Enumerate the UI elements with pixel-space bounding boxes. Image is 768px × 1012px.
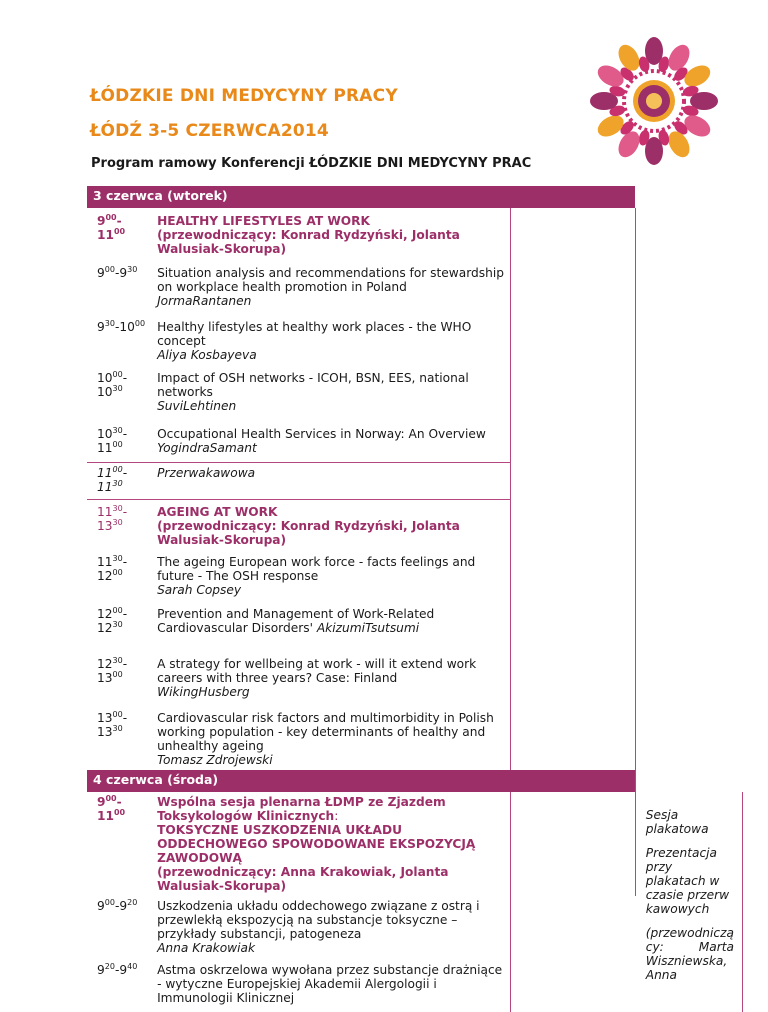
- talk-title: The ageing European work force - facts feelings and future - The OSH response Sarah Copsey: [151, 552, 511, 604]
- talk-time: $10^{30}-$ $11^{00}$: [97, 425, 128, 455]
- session-title: Wspólna sesja plenarna ŁDMP ze Zjazdem Toksykologów Klinicznych: TOKSYCZNE USZKODZENIA UKŁADU ODDECHOWEGO SPOWODOWANE EKSPOZYCJĄ ZAWODOWĄ (przewodniczący: Anna Krakowiak, Jolanta Walusiak-Skorupa): [151, 792, 511, 896]
- day-header-2: [87, 770, 743, 792]
- talk-title: Cardiovascular risk factors and multimorbidity in Polish working population - key determinants of healthy and unhealthy ageing Tomasz Zdrojewski: [151, 708, 511, 770]
- talk-time: $9^{00}-9^{30}$: [97, 264, 138, 280]
- talk-author: YogindraSamant: [157, 441, 257, 455]
- poster-chairs: (przewodniczą cy: Marta Wiszniewska, Anna: [645, 926, 734, 982]
- break-label: Przerwakawowa: [151, 463, 511, 500]
- day-label: 3 czerwca (wtorek): [87, 186, 635, 208]
- talk-title: A strategy for wellbeing at work - will it extend work careers with three years? Case: Finland WikingHusberg: [151, 654, 511, 708]
- talk-time: $11^{30}-$ $12^{00}$: [97, 553, 128, 583]
- talk-time: $12^{00}-$ $12^{30}$: [97, 605, 128, 635]
- program-subtitle: Program ramowy Konferencji ŁÓDZKIE DNI MEDYCYNY PRAC: [91, 156, 532, 171]
- conference-title: ŁÓDZKIE DNI MEDYCYNY PRACY: [90, 86, 398, 106]
- talk-row: [87, 365, 743, 424]
- logo-petal: [681, 61, 714, 91]
- conference-dates: ŁÓDŹ 3-5 CZERWCA2014: [90, 121, 329, 141]
- talk-time: $9^{00}-9^{20}$: [97, 897, 138, 913]
- break-row: [87, 463, 743, 500]
- talk-author: AkizumiTsutsumi: [316, 621, 420, 635]
- talk-title: Prevention and Management of Work-Related Cardiovascular Disorders' AkizumiTsutsumi: [151, 604, 511, 654]
- logo-petal: [614, 41, 644, 74]
- flower-logo: [588, 35, 720, 167]
- talk-row: [87, 317, 743, 365]
- talk-author: SuviLehtinen: [157, 399, 237, 413]
- talk-author: Aliya Kosbayeva: [157, 348, 257, 362]
- session-time: $9^{00}-$ $11^{00}$: [97, 793, 126, 823]
- talk-row: [87, 424, 743, 463]
- logo-petal: [594, 111, 627, 141]
- logo-petal: [664, 128, 694, 161]
- talk-row: [87, 604, 743, 654]
- talk-title: Impact of OSH networks - ICOH, BSN, EES, national networks SuviLehtinen: [151, 365, 511, 424]
- talk-time: $12^{30}-$ $13^{00}$: [97, 655, 128, 685]
- talk-author: WikingHusberg: [157, 685, 250, 699]
- program-table: [87, 186, 743, 1012]
- session-row: [87, 208, 743, 261]
- talk-title: Uszkodzenia układu oddechowego związane z ostrą i przewlekłą ekspozycją na substancje toksyczne – przykłady substancji, patogeneza Anna Krakowiak: [151, 896, 511, 960]
- poster-session-label: Sesja plakatowa: [645, 808, 709, 836]
- session-time: $9^{00}-$ $11^{00}$: [97, 212, 126, 242]
- break-time: $11^{00}-$ $11^{30}$: [87, 463, 151, 500]
- talk-row: [87, 261, 743, 317]
- side-column: [511, 208, 636, 896]
- talk-time: $9^{30}-10^{00}$: [97, 318, 146, 334]
- day-label: 4 czerwca (środa): [87, 770, 635, 792]
- talk-author: JormaRantanen: [157, 294, 252, 308]
- session-title: AGEING AT WORK (przewodniczący: Konrad Rydzyński, Jolanta Walusiak-Skorupa): [151, 500, 511, 553]
- talk-title: Occupational Health Services in Norway: An Overview YogindraSamant: [151, 424, 511, 463]
- talk-author: Tomasz Zdrojewski: [157, 753, 273, 767]
- session-row: [87, 500, 743, 553]
- talk-time: $13^{00}-$ $13^{30}$: [97, 709, 128, 739]
- poster-session-box: [635, 792, 742, 1012]
- talk-author: Anna Krakowiak: [157, 941, 256, 955]
- talk-row: [87, 552, 743, 604]
- talk-time: $9^{20}-9^{40}$: [97, 961, 138, 977]
- talk-title: Healthy lifestyles at healthy work places - the WHO concept Aliya Kosbayeva: [151, 317, 511, 365]
- session-title: HEALTHY LIFESTYLES AT WORK (przewodniczący: Konrad Rydzyński, Jolanta Walusiak-Skorupa): [151, 208, 511, 261]
- talk-row: [87, 654, 743, 708]
- talk-title: Situation analysis and recommendations for stewardship on workplace health promotion in Poland JormaRantanen: [151, 261, 511, 317]
- session-time: $11^{30}-$ $13^{30}$: [97, 503, 128, 533]
- talk-author: Sarah Copsey: [157, 583, 242, 597]
- poster-presentation-note: Prezentacja przy plakatach w czasie przerw kawowych: [645, 846, 730, 916]
- talk-row: [87, 708, 743, 770]
- talk-title: Astma oskrzelowa wywołana przez substancje drażniące - wytyczne Europejskiej Akademii Alergologii i Immunologii Klinicznej: [151, 960, 511, 1012]
- session-row: [87, 792, 743, 896]
- talk-time: $10^{00}-$ $10^{30}$: [97, 369, 128, 399]
- day-header-1: [87, 186, 743, 208]
